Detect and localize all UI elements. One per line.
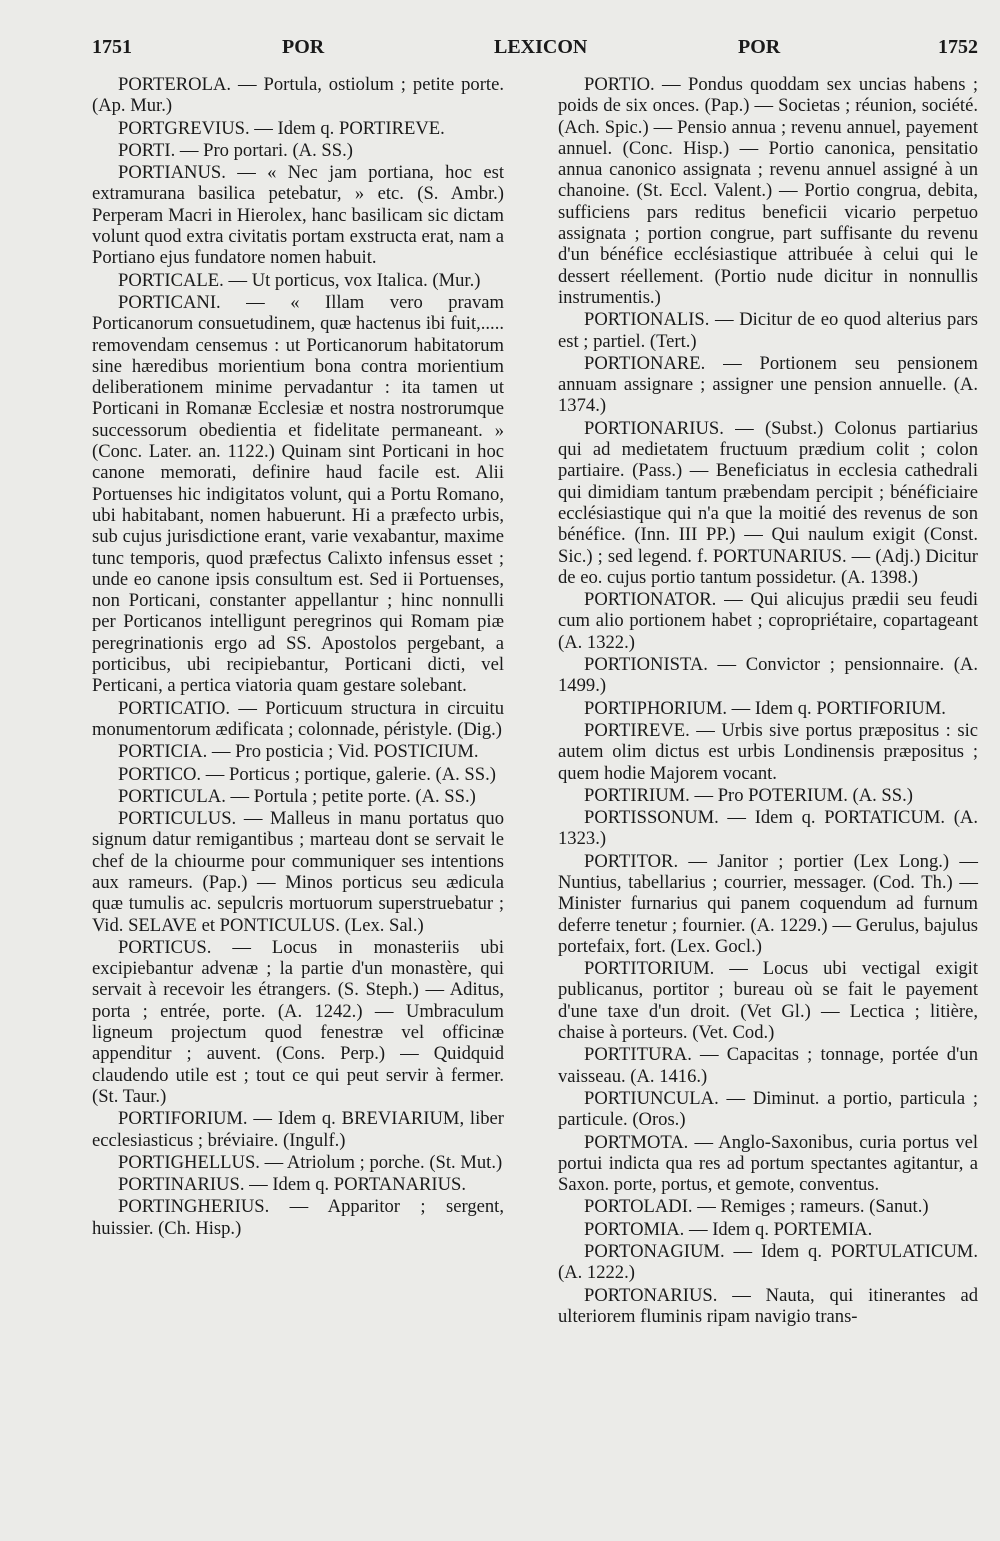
- entry-portoladi: PORTOLADI. — Remiges ; rameurs. (Sanut.): [584, 1196, 929, 1218]
- entry-portionarius: PORTIONARIUS. — (Subst.) Colonus partiarius qui ad medietatem fructuum prædium colit ; colon partiaire. (Pass.) — Beneficiatus in ecclesia cathedrali qui dimidiam tantum præbendam percipit ; bénéficiaire ecclésiastique qui n'a que la moitié des revenus de son bénéfice. (Inn. III PP.) — Qui naulum exigit (Const. Sic.) ; sed legend. f. PORTUNARIUS. — (Adj.) Dicitur de eo. cujus portio tantum possidetur. (A. 1398.): [558, 417, 978, 588]
- entry-portionator: PORTIONATOR. — Qui alicujus prædii seu feudi cum alio portionem habet ; copropriétaire, copartageant (A. 1322.): [558, 589, 978, 653]
- entry-portmota: PORTMOTA. — Anglo-Saxonibus, curia portus vel portui indicta qua res ad portum spectantes agitantur, a Saxon. porte, portus, et gemote, conventus.: [558, 1131, 978, 1196]
- entry-portianus: PORTIANUS. — « Nec jam portiana, hoc est extramurana basilica petebatur, » etc. (S. Ambr.) Perperam Macri in Hierolex, hanc basilicam sic dictam volunt quod extra civitatis portam exstructa erat, nam a Portiano ejus fundatore nomen habuit.: [92, 162, 504, 269]
- guide-word-left: POR: [282, 36, 325, 58]
- running-title: LEXICON: [494, 36, 588, 58]
- entry-portiuncula: PORTIUNCULA. — Diminut. a portio, particula ; particule. (Oros.): [558, 1087, 978, 1131]
- entry-portighellus: PORTIGHELLUS. — Atriolum ; porche. (St. Mut.): [118, 1151, 503, 1173]
- entry-portionare: PORTIONARE. — Portionem seu pensionem annuam assignare ; assigner une pension annuelle. (A. 1374.): [558, 352, 978, 417]
- entry-portionalis: PORTIONALIS. — Dicitur de eo quod alterius pars est ; partiel. (Tert.): [558, 309, 978, 352]
- entry-portgrevius: PORTGREVIUS. — Idem q. PORTIREVE.: [118, 117, 445, 139]
- entry-portio: PORTIO. — Pondus quoddam sex uncias habens ; poids de six onces. (Pap.) — Societas ; réunion, société. (Ach. Spic.) — Pensio annua ; revenu annuel, payement annuel. (Conc. Hisp.) — Portio canonica, pensitatio annua canonico assignata ; revenu annuel assigné à un chanoine. (St. Eccl. Valent.) — Portio congrua, debita, sufficiens pars reditus beneficii vicario perpetuo assignata ; portion congrue, part suffisante du revenu d'un bénéfice ecclésiastique attribuée à celui qui le dessert réellement. (Portio nude dicitur in nonnullis instrumentis.): [558, 74, 978, 308]
- entry-portissonum: PORTISSONUM. — Idem q. PORTATICUM. (A. 1323.): [558, 807, 978, 850]
- entry-porticia: PORTICIA. — Pro posticia ; Vid. POSTICIUM.: [118, 741, 479, 763]
- entry-porti: PORTI. — Pro portari. (A. SS.): [118, 139, 353, 161]
- running-head: [92, 36, 978, 62]
- entry-porticus: PORTICUS. — Locus in monasteriis ubi excipiebantur advenæ ; la partie d'un monastère, qui servait à recevoir les étrangers. (S. Steph.) — Aditus, porta ; entrée, porte. (A. 1242.) — Umbraculum ligneum projectum quod fenestræ vel officinæ appenditur ; auvent. (Cons. Perp.) — Quidquid claudendo utile est ; tout ce qui peut servir à fermer. (St. Taur.): [92, 936, 504, 1107]
- entry-portionista: PORTIONISTA. — Convictor ; pensionnaire. (A. 1499.): [558, 654, 978, 697]
- entry-porticani: PORTICANI. — « Illam vero pravam Porticanorum consuetudinem, quæ hactenus ibi fuit,..... removendam censemus : ut Porticanorum habitatorum sine hæredibus morientium bona contra morientium deliberationem minime pervadantur : ita tamen ut Porticani in Romanæ Ecclesiæ et nostra nostrorumque successorum obedientia et fidelitate permaneant. » (Conc. Later. an. 1122.) Quinam sint Porticani in hoc canone memorati, definire haud facile est. Alii Portuenses hic indigitatos volunt, qui a Portu Romano, ubi habitabant, nomen habuerunt. Hi a præfecto urbis, sub cujus jurisdictione erant, varie vexabantur, maxime tunc temporis, quod præfectus Calixto infensus esset ; unde eo canone ipsis consultum est. Sed ii Portuenses, non Porticani, constanter appellantur ; hinc nonnulli per Porticanos intelligunt peregrinos qui Romam piæ peregrinationis ergo ad SS. Apostolos pergebant, a porticibus, ubi recipiebantur, Porticani dicti, vel Perticani, a pertica viatoria quam gestare solebant.: [92, 291, 504, 697]
- entry-portiphorium: PORTIPHORIUM. — Idem q. PORTIFORIUM.: [584, 697, 946, 719]
- left-column: [92, 74, 504, 1239]
- entry-porticulus: PORTICULUS. — Malleus in manu portatus quo signum datur remigantibus ; marteau dont se servait le chef de la chiourme pour communiquer ses intentions aux rameurs. (Pap.) — Minos porticus seu ædicula quæ tumulis ac. sepulcris mortuorum superstruebatur ; Vid. SELAVE et PONTICULUS. (Lex. Sal.): [92, 808, 504, 936]
- page-number-left: 1751: [92, 36, 132, 58]
- entry-portingherius: PORTINGHERIUS. — Apparitor ; sergent, huissier. (Ch. Hisp.): [92, 1196, 504, 1239]
- entry-porticale: PORTICALE. — Ut porticus, vox Italica. (Mur.): [118, 269, 481, 291]
- page-number-right: 1752: [938, 36, 978, 58]
- entry-portinarius: PORTINARIUS. — Idem q. PORTANARIUS.: [118, 1174, 467, 1196]
- entry-portirium: PORTIRIUM. — Pro POTERIUM. (A. SS.): [584, 784, 913, 806]
- entry-porticatio: PORTICATIO. — Porticuum structura in circuitu monumentorum ædificata ; colonnade, péristyle. (Dig.): [92, 697, 504, 740]
- guide-word-right: POR: [738, 36, 781, 58]
- entry-portomia: PORTOMIA. — Idem q. PORTEMIA.: [584, 1218, 873, 1240]
- entry-portitor: PORTITOR. — Janitor ; portier (Lex Long.) — Nuntius, tabellarius ; courrier, messager. (Cod. Th.) — Minister furnarius qui panem coquendum ad furnum deferre tenetur ; fournier. (A. 1229.) — Gerulus, bajulus portefaix, fort. (Lex. Gocl.): [558, 850, 978, 957]
- entry-portonagium: PORTONAGIUM. — Idem q. PORTULATICUM. (A. 1222.): [558, 1241, 978, 1284]
- entry-portitorium: PORTITORIUM. — Locus ubi vectigal exigit publicanus, portitor ; bureau où se fait le payement d'une taxe d'un droit. (Vet Gl.) — Lectica ; litière, chaise à porteurs. (Vet. Cod.): [558, 958, 978, 1044]
- entry-portireve: PORTIREVE. — Urbis sive portus præpositus : sic autem olim dictus est urbis Londinensis præpositus ; quem hodie Majorem vocant.: [558, 719, 978, 784]
- entry-portitura: PORTITURA. — Capacitas ; tonnage, portée d'un vaisseau. (A. 1416.): [558, 1044, 978, 1087]
- entry-porticula: PORTICULA. — Portula ; petite porte. (A. SS.): [118, 785, 476, 807]
- entry-portonarius: PORTONARIUS. — Nauta, qui itinerantes ad ulteriorem fluminis ripam navigio trans-: [558, 1284, 978, 1327]
- right-column: [558, 74, 978, 1327]
- entry-portico: PORTICO. — Porticus ; portique, galerie. (A. SS.): [118, 763, 496, 785]
- entry-porterola: PORTEROLA. — Portula, ostiolum ; petite porte. (Ap. Mur.): [92, 74, 504, 117]
- entry-portiforium: PORTIFORIUM. — Idem q. BREVIARIUM, liber ecclesiasticus ; bréviaire. (Ingulf.): [92, 1108, 504, 1151]
